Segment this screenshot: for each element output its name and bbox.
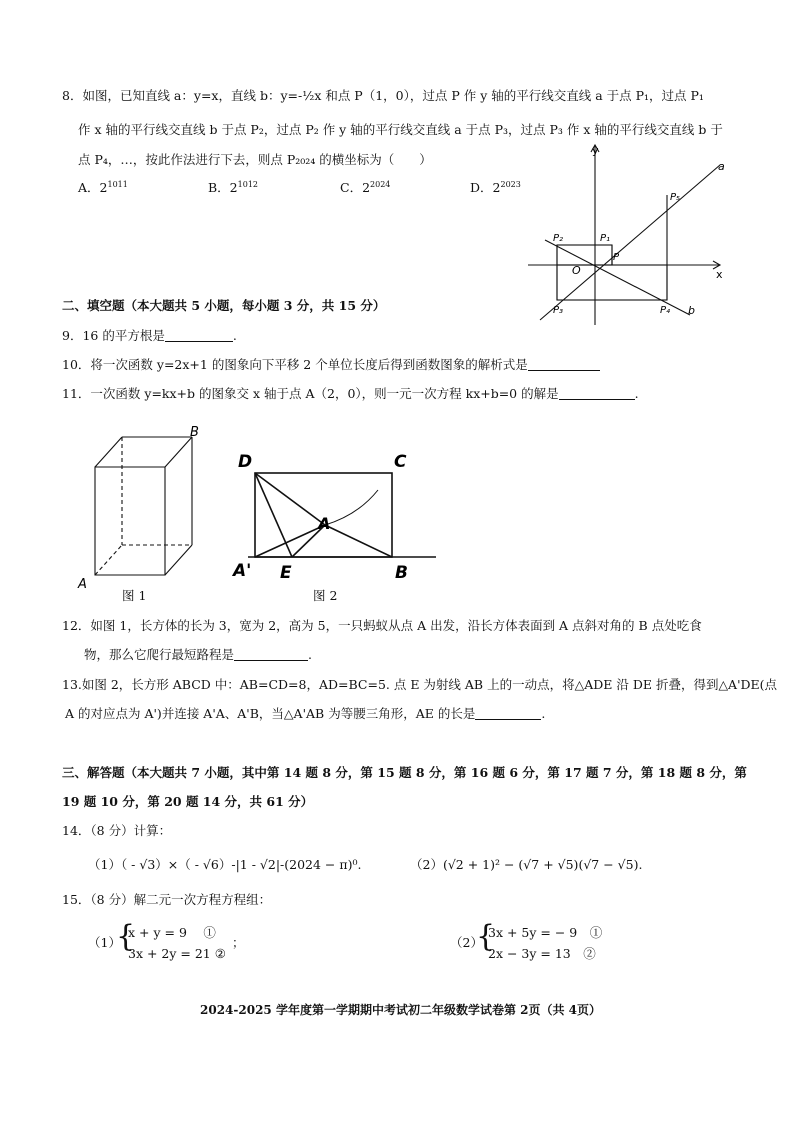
q8-option-b: B．$2^{1012}$ bbox=[208, 180, 258, 196]
q15-s2-eq1: 3x + 5y = − 9 ① bbox=[488, 925, 603, 940]
fig2-label-e: E bbox=[280, 563, 292, 583]
fig2-label-c: C bbox=[394, 452, 407, 472]
figure1-cuboid bbox=[70, 425, 210, 605]
q15-s1-brace: { bbox=[116, 919, 136, 954]
inner-rect bbox=[557, 245, 612, 265]
q15-s1-label: （1） bbox=[88, 935, 121, 950]
q8-line2: 作 x 轴的平行线交直线 b 于点 P₂，过点 P₂ 作 y 轴的平行线交直线 a 于点 P₃，过点 P₃ 作 x 轴的平行线交直线 b 于 bbox=[78, 122, 723, 137]
q10: 10．将一次函数 y=2x+1 的图象向下平移 2 个单位长度后得到函数图象的解析式是 bbox=[62, 357, 600, 372]
fig2-label-d: D bbox=[238, 452, 253, 472]
q8-option-a: A．$2^{1011}$ bbox=[78, 180, 128, 196]
q15-s1-eq1: x + y = 9 ① bbox=[128, 925, 216, 940]
q9: 9．16 的平方根是 . bbox=[62, 328, 237, 343]
fig2-label-a: A' bbox=[233, 561, 252, 581]
fig1-label-b: B bbox=[190, 425, 199, 440]
figure1-caption: 图 1 bbox=[122, 588, 147, 603]
fig1-label-a: A bbox=[78, 577, 87, 592]
q15-s1-eq2: 3x + 2y = 21 ② bbox=[128, 946, 226, 961]
q8-option-c: C．$2^{2024}$ bbox=[340, 180, 391, 196]
q12-line1: 12．如图 1，长方体的长为 3，宽为 2，高为 5，一只蚂蚁从点 A 出发，沿长方体表面到 A 点斜对角的 B 点处吃食 bbox=[62, 618, 702, 633]
q8-line3: 点 P₄，…，按此作法进行下去，则点 P₂₀₂₄ 的横坐标为（ ） bbox=[78, 152, 432, 167]
p4-label: P₄ bbox=[660, 305, 671, 316]
x-label: x bbox=[716, 268, 723, 281]
q15-s1-end: ； bbox=[232, 935, 245, 950]
fig2-label-b: B bbox=[395, 563, 408, 583]
figure2-caption: 图 2 bbox=[313, 588, 338, 603]
page-footer: 2024-2025 学年度第一学期期中考试初二年级数学试卷第 2页（共 4页） bbox=[200, 1003, 602, 1017]
p-label: P bbox=[613, 252, 620, 263]
p2-label: P₂ bbox=[553, 233, 564, 244]
q11: 11．一次函数 y=kx+b 的图象交 x 轴于点 A（2，0），则一元一次方程 kx+b=0 的解是 . bbox=[62, 386, 639, 401]
q13-line1: 13.如图 2，长方形 ABCD 中：AB=CD=8，AD=BC=5. 点 E 为射线 AB 上的一动点，将△ADE 沿 DE 折叠，得到△A'DE(点 bbox=[62, 677, 778, 692]
q12-line2: 物，那么它爬行最短路程是 . bbox=[84, 647, 312, 662]
q8-coordinate-figure bbox=[520, 140, 740, 340]
section3-line1: 三、解答题（本大题共 7 小题，其中第 14 题 8 分，第 15 题 8 分，第 16 题 6 分，第 17 题 7 分，第 18 题 8 分，第 bbox=[62, 765, 747, 780]
y-label: y bbox=[592, 144, 599, 157]
q15-title: 15．（8 分）解二元一次方程方程组： bbox=[62, 892, 272, 907]
q14-part1: （1）（ - √3）×（ - √6）-|1 - √2|-(2024 − π)⁰. bbox=[88, 857, 362, 872]
section2-title: 二、填空题（本大题共 5 小题，每小题 3 分，共 15 分） bbox=[62, 298, 386, 313]
q14-part2: （2）(√2 + 1)² − (√7 + √5)(√7 − √5). bbox=[410, 857, 643, 872]
q14-title: 14．（8 分）计算： bbox=[62, 823, 172, 838]
q8-option-d: D．$2^{2023}$ bbox=[470, 180, 521, 196]
origin-label: O bbox=[572, 264, 581, 277]
a-label: a bbox=[718, 160, 725, 173]
q15-s2-brace: { bbox=[476, 919, 496, 954]
p3-label: P₃ bbox=[553, 305, 564, 316]
q13-line2: A 的对应点为 A')并连接 A'A、A'B，当△A'AB 为等腰三角形，AE 的长是 . bbox=[65, 706, 546, 721]
q8-line1: 8．如图，已知直线 a：y=x，直线 b：y=-½x 和点 P（1，0），过点 P 作 y 轴的平行线交直线 a 于点 P₁，过点 P₁ bbox=[62, 88, 704, 103]
q15-s2-label: （2） bbox=[450, 935, 483, 950]
q15-s2-eq2: 2x − 3y = 13 ② bbox=[488, 946, 596, 961]
b-label: b bbox=[688, 304, 695, 317]
p1-label: P₁ bbox=[600, 233, 611, 244]
section3-line2: 19 题 10 分，第 20 题 14 分，共 61 分） bbox=[62, 794, 314, 809]
p5-label: P₅ bbox=[670, 192, 681, 203]
fig2-label-aprime: A bbox=[318, 514, 331, 533]
line-a bbox=[540, 165, 720, 320]
figure2-rectangle bbox=[228, 445, 443, 590]
